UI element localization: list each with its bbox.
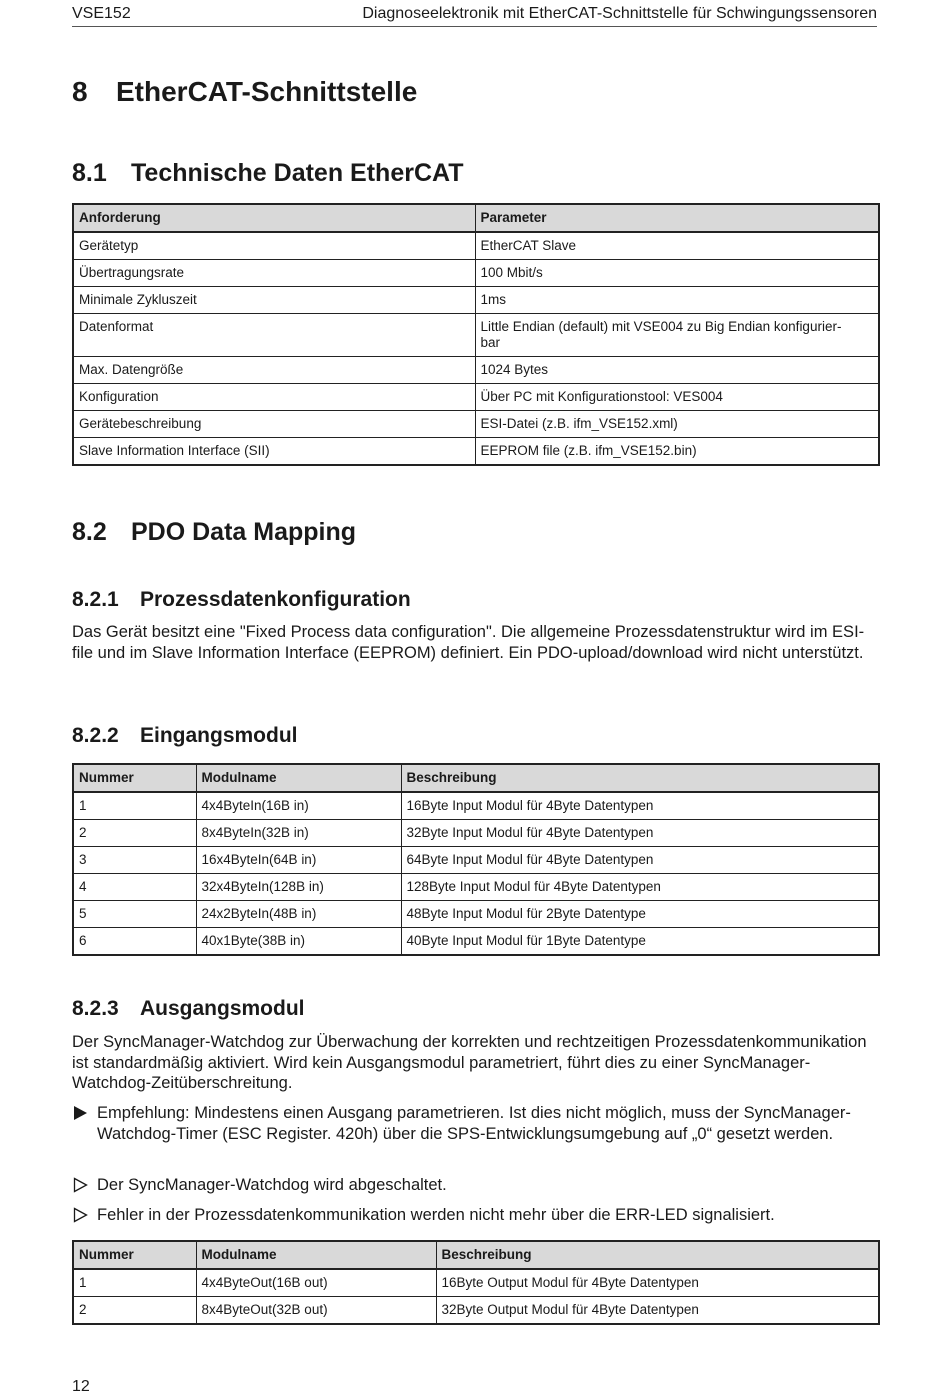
table-cell: 3 bbox=[73, 847, 196, 874]
table-cell: Datenformat bbox=[73, 314, 475, 357]
table-cell: 32x4ByteIn(128B in) bbox=[196, 874, 401, 901]
table-cell: Übertragungsrate bbox=[73, 260, 475, 287]
table-cell: 48Byte Input Modul für 2Byte Datentype bbox=[401, 901, 879, 928]
column-header: Modulname bbox=[196, 1241, 436, 1269]
section-8-2-3-heading bbox=[72, 997, 305, 1021]
instruction-text: Empfehlung: Mindestens einen Ausgang parametrieren. Ist dies nicht möglich, muss der SyncManager-Watchdog-Timer (ESC Register. 420h) über die SPS-Entwicklungsumgebung auf „0“ gesetzt werden. bbox=[97, 1104, 851, 1143]
section-number: 8.2.2 bbox=[72, 724, 119, 747]
section-8-1-heading bbox=[72, 159, 463, 188]
table-row bbox=[73, 847, 879, 874]
table-cell: 16Byte Input Modul für 4Byte Datentypen bbox=[401, 792, 879, 820]
table-row bbox=[73, 314, 879, 357]
table-row bbox=[73, 411, 879, 438]
table-cell: Gerätetyp bbox=[73, 232, 475, 260]
table-cell: ESI-Datei (z.B. ifm_VSE152.xml) bbox=[475, 411, 879, 438]
page-header bbox=[72, 4, 877, 27]
table-cell: 40x1Byte(38B in) bbox=[196, 928, 401, 956]
table-cell: Slave Information Interface (SII) bbox=[73, 438, 475, 466]
table-cell: 40Byte Input Modul für 1Byte Datentype bbox=[401, 928, 879, 956]
section-8-2-2-heading bbox=[72, 724, 298, 748]
table-row bbox=[73, 1297, 879, 1325]
column-header: Anforderung bbox=[73, 204, 475, 232]
table-cell: 64Byte Input Modul für 4Byte Datentypen bbox=[401, 847, 879, 874]
table-row bbox=[73, 792, 879, 820]
table-cell: 32Byte Output Modul für 4Byte Datentypen bbox=[436, 1297, 879, 1325]
table-cell: 16Byte Output Modul für 4Byte Datentypen bbox=[436, 1269, 879, 1297]
table-row bbox=[73, 874, 879, 901]
table-row bbox=[73, 384, 879, 411]
table-cell: Minimale Zykluszeit bbox=[73, 287, 475, 314]
table-row bbox=[73, 1269, 879, 1297]
table-cell: 4x4ByteOut(16B out) bbox=[196, 1269, 436, 1297]
table-cell: 6 bbox=[73, 928, 196, 956]
doc-title: Diagnoseelektronik mit EtherCAT-Schnittstelle für Schwingungssensoren bbox=[362, 5, 877, 22]
table-cell: 4 bbox=[73, 874, 196, 901]
section-title: PDO Data Mapping bbox=[131, 518, 357, 546]
page-number: 12 bbox=[72, 1378, 90, 1395]
arrow-right-outline-icon bbox=[72, 1177, 88, 1193]
column-header: Nummer bbox=[73, 764, 196, 792]
column-header: Modulname bbox=[196, 764, 401, 792]
table-row bbox=[73, 901, 879, 928]
table-cell: Über PC mit Konfigurationstool: VES004 bbox=[475, 384, 879, 411]
doc-id: VSE152 bbox=[72, 5, 131, 22]
table-header-row bbox=[73, 1241, 879, 1269]
table-row bbox=[73, 438, 879, 466]
arrow-right-outline-icon bbox=[72, 1207, 88, 1223]
chapter-heading bbox=[72, 76, 417, 108]
table-cell: 2 bbox=[73, 1297, 196, 1325]
table-row bbox=[73, 820, 879, 847]
table-header-row bbox=[73, 204, 879, 232]
table-row bbox=[73, 928, 879, 956]
result-item bbox=[72, 1205, 877, 1227]
section-title: Technische Daten EtherCAT bbox=[131, 159, 464, 187]
instruction-step bbox=[72, 1103, 877, 1165]
output-module-table bbox=[72, 1240, 880, 1325]
result-item bbox=[72, 1175, 877, 1197]
process-data-paragraph: Das Gerät besitzt eine "Fixed Process data configuration". Die allgemeine Prozessdatenstruktur wird im ESI-file und im Slave Information Interface (EEPROM) definiert. Ein PDO-upload/download wird nicht unterstützt. bbox=[72, 623, 865, 662]
table-row bbox=[73, 260, 879, 287]
chapter-title: EtherCAT-Schnittstelle bbox=[116, 76, 418, 107]
column-header: Parameter bbox=[475, 204, 879, 232]
section-8-2-1-heading bbox=[72, 588, 411, 612]
table-cell: 1024 Bytes bbox=[475, 357, 879, 384]
table-cell: 8x4ByteOut(32B out) bbox=[196, 1297, 436, 1325]
chapter-number: 8 bbox=[72, 76, 88, 107]
section-number: 8.2 bbox=[72, 518, 107, 546]
section-number: 8.2.3 bbox=[72, 997, 119, 1020]
table-cell: 1ms bbox=[475, 287, 879, 314]
section-number: 8.2.1 bbox=[72, 588, 119, 611]
column-header: Beschreibung bbox=[401, 764, 879, 792]
column-header: Beschreibung bbox=[436, 1241, 879, 1269]
table-cell: Max. Datengröße bbox=[73, 357, 475, 384]
table-cell: 1 bbox=[73, 1269, 196, 1297]
table-cell: EtherCAT Slave bbox=[475, 232, 879, 260]
section-title: Eingangsmodul bbox=[140, 724, 298, 747]
watchdog-paragraph: Der SyncManager-Watchdog zur Überwachung der korrekten und rechtzeitigen Prozessdatenkommunikation ist standardmäßig aktiviert. Wird kein Ausgangsmodul parametriert, führt dies zu einer SyncManager-Watchdog-Zeitüberschreitung. bbox=[72, 1033, 867, 1092]
table-row bbox=[73, 287, 879, 314]
table-cell: Konfiguration bbox=[73, 384, 475, 411]
section-title: Prozessdatenkonfiguration bbox=[140, 588, 411, 611]
result-text: Fehler in der Prozessdatenkommunikation werden nicht mehr über die ERR-LED signalisiert. bbox=[97, 1206, 775, 1224]
table-cell: Gerätebeschreibung bbox=[73, 411, 475, 438]
table-cell: 100 Mbit/s bbox=[475, 260, 879, 287]
table-cell: 128Byte Input Modul für 4Byte Datentypen bbox=[401, 874, 879, 901]
table-cell: 4x4ByteIn(16B in) bbox=[196, 792, 401, 820]
table-cell: Little Endian (default) mit VSE004 zu Big Endian konfigurier- bar bbox=[475, 314, 879, 357]
section-8-2-heading bbox=[72, 518, 356, 547]
column-header: Nummer bbox=[73, 1241, 196, 1269]
section-title: Ausgangsmodul bbox=[140, 997, 305, 1020]
section-number: 8.1 bbox=[72, 159, 107, 187]
result-text: Der SyncManager-Watchdog wird abgeschaltet. bbox=[97, 1176, 447, 1194]
table-header-row bbox=[73, 764, 879, 792]
table-row bbox=[73, 357, 879, 384]
table-cell: 24x2ByteIn(48B in) bbox=[196, 901, 401, 928]
table-row bbox=[73, 232, 879, 260]
table-cell: 32Byte Input Modul für 4Byte Datentypen bbox=[401, 820, 879, 847]
table-cell: 5 bbox=[73, 901, 196, 928]
table-cell: 2 bbox=[73, 820, 196, 847]
tech-data-table bbox=[72, 203, 880, 466]
input-module-table bbox=[72, 763, 880, 956]
table-cell: EEPROM file (z.B. ifm_VSE152.bin) bbox=[475, 438, 879, 466]
arrow-right-filled-icon bbox=[72, 1105, 88, 1121]
table-cell: 1 bbox=[73, 792, 196, 820]
table-cell: 16x4ByteIn(64B in) bbox=[196, 847, 401, 874]
table-cell: 8x4ByteIn(32B in) bbox=[196, 820, 401, 847]
